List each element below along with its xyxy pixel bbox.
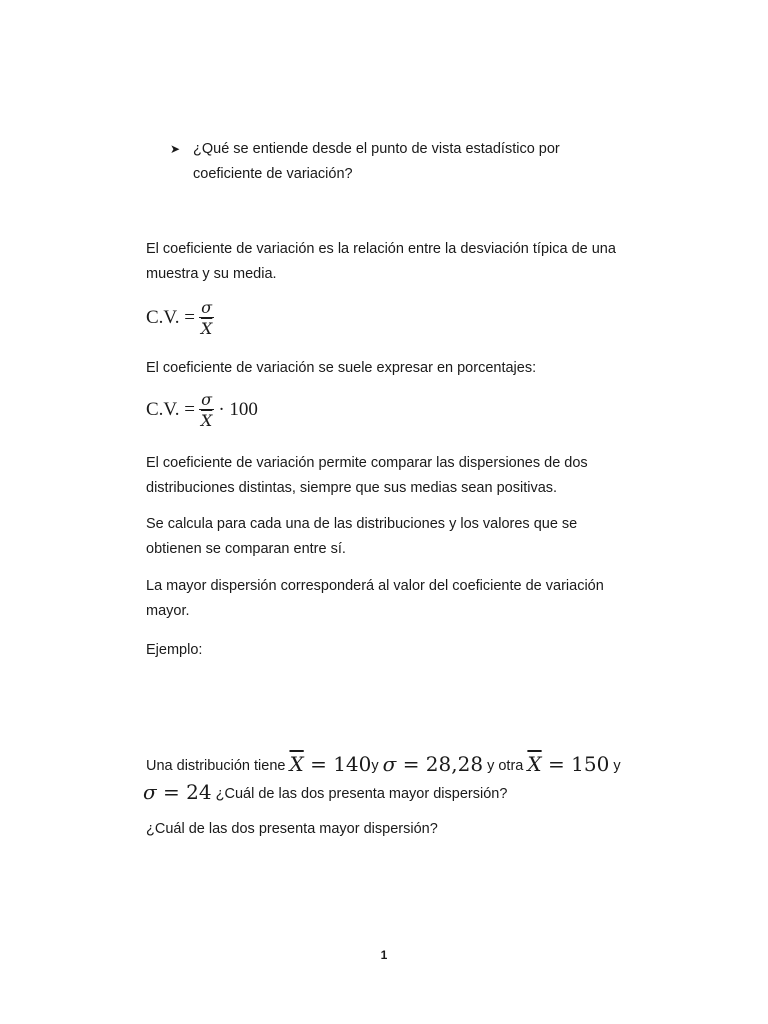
compare-line-2: distribuciones distintas, siempre que sus medias sean positivas.	[146, 480, 558, 496]
formula-cv-percent-fraction	[199, 390, 214, 430]
example-question-inline: ¿Cuál de las dos presenta mayor dispersión?	[215, 786, 508, 802]
example-line-1	[146, 750, 621, 780]
formula-cv-percent-lhs: C.V. =	[146, 399, 195, 420]
final-question: ¿Cuál de las dos presenta mayor dispersión?	[146, 821, 438, 837]
compare-line-1: El coeficiente de variación permite comparar las dispersiones de dos	[146, 455, 588, 471]
calc-line-1: Se calcula para cada una de las distribuciones y los valores que se	[146, 516, 578, 532]
example-line-2	[143, 778, 507, 808]
greater-line-2: mayor.	[146, 603, 190, 619]
formula-cv-percent-tail: · 100	[218, 399, 258, 420]
example-conj1: y	[371, 758, 379, 774]
arrowhead-bullet-icon: ➤	[170, 142, 181, 156]
example-mean1: $\overline{X} = 140$	[289, 752, 372, 776]
formula-cv-numerator: σ	[201, 298, 213, 317]
example-conj2: y otra	[487, 758, 524, 774]
formula-cv-percent-denominator: X	[200, 411, 213, 430]
percent-note: El coeficiente de variación se suele expresar en porcentajes:	[146, 360, 537, 376]
example-sigma2: σ = 24	[143, 780, 212, 804]
greater-line-1: La mayor dispersión corresponderá al valor del coeficiente de variación	[146, 578, 604, 594]
question-line-1: ¿Qué se entiende desde el punto de vista estadístico por	[193, 141, 560, 157]
definition-line-1: El coeficiente de variación es la relación entre la desviación típica de una	[146, 241, 616, 257]
calc-line-2: obtienen se comparan entre sí.	[146, 541, 346, 557]
question-line-2: coeficiente de variación?	[193, 166, 353, 182]
formula-cv-denominator: X	[200, 319, 213, 338]
formula-cv	[146, 298, 218, 338]
page-number: 1	[380, 948, 388, 962]
example-intro: Una distribución tiene	[146, 758, 286, 774]
formula-cv-fraction	[199, 298, 214, 338]
formula-cv-percent-numerator: σ	[201, 390, 213, 409]
definition-line-2: muestra y su media.	[146, 266, 277, 282]
formula-cv-lhs: C.V. =	[146, 307, 195, 328]
formula-cv-percent	[146, 390, 258, 430]
example-label: Ejemplo:	[146, 642, 203, 658]
example-sigma1: σ = 28,28	[382, 752, 484, 776]
example-mean2: $\overline{X} = 150$	[527, 752, 610, 776]
example-conj3: y	[613, 758, 621, 774]
